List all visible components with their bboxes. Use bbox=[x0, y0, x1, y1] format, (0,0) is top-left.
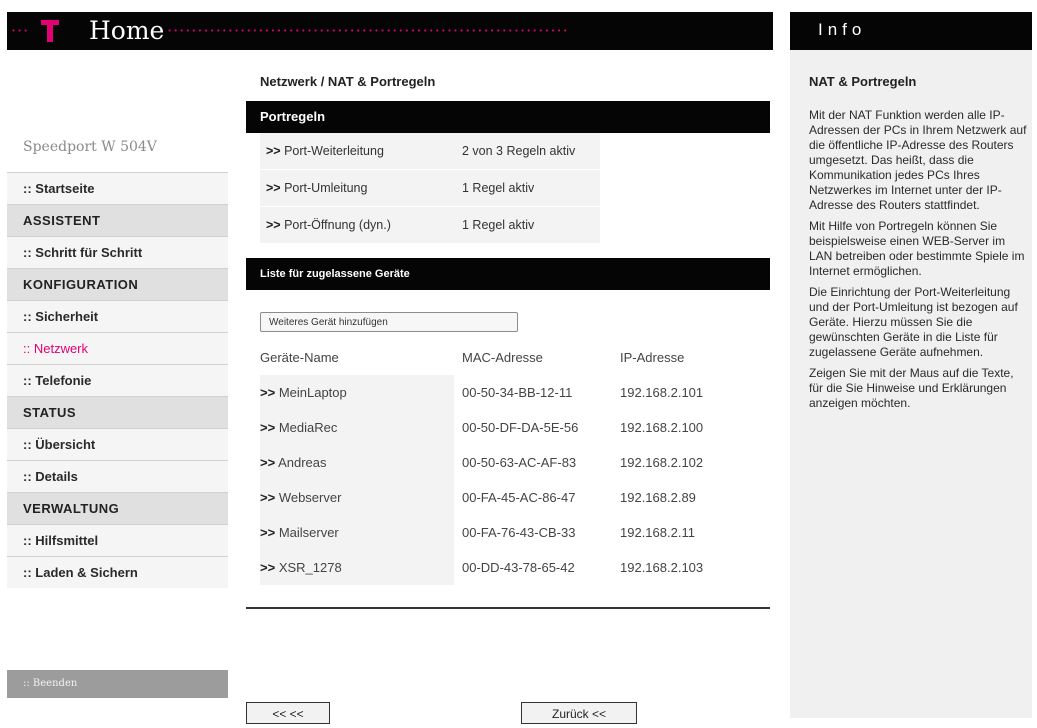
previous-button[interactable]: << << bbox=[246, 702, 330, 724]
devices-header: Liste für zugelassene Geräte bbox=[246, 258, 770, 290]
content-divider bbox=[246, 607, 770, 609]
row-prefix: >> bbox=[260, 385, 276, 400]
device-mac: 00-DD-43-78-65-42 bbox=[462, 560, 575, 575]
portrules-header: Portregeln bbox=[246, 101, 770, 133]
device-ip: 192.168.2.103 bbox=[620, 560, 704, 575]
rule-label[interactable]: Port-Weiterleitung bbox=[284, 144, 384, 158]
header-dots-left: ··· bbox=[11, 21, 30, 40]
device-ip: 192.168.2.102 bbox=[620, 455, 704, 470]
table-header bbox=[260, 340, 730, 375]
portrule-weiterleitung[interactable] bbox=[260, 133, 600, 170]
header-dots-right: ·································································· bbox=[167, 21, 569, 40]
device-name-link[interactable]: Andreas bbox=[278, 455, 327, 470]
main-content bbox=[246, 58, 770, 721]
info-text bbox=[809, 108, 1029, 417]
devices-table bbox=[260, 340, 730, 585]
rule-status: 2 von 3 Regeln aktiv bbox=[462, 144, 576, 158]
info-paragraph: Zeigen Sie mit der Maus auf die Texte, für die Sie Hinweise und Erklärungen anzeigen möchten. bbox=[809, 366, 1014, 410]
table-row[interactable] bbox=[260, 445, 730, 480]
sidebar-item-uebersicht[interactable]: :: Übersicht bbox=[7, 428, 228, 460]
column-header-ip: IP-Adresse bbox=[620, 350, 685, 365]
portrule-oeffnung[interactable] bbox=[260, 207, 600, 244]
device-name-link[interactable]: Webserver bbox=[278, 490, 342, 505]
column-header-mac: MAC-Adresse bbox=[462, 350, 543, 365]
sidebar-section-konfiguration: KONFIGURATION bbox=[7, 268, 228, 300]
sidebar-section-verwaltung: VERWALTUNG bbox=[7, 492, 228, 524]
column-header-name: Geräte-Name bbox=[260, 350, 339, 365]
device-mac: 00-50-63-AC-AF-83 bbox=[462, 455, 577, 470]
row-prefix: >> bbox=[260, 560, 276, 575]
info-paragraph: Mit der NAT Funktion werden alle IP-Adressen der PCs in Ihrem Netzwerk auf die öffentliche IP-Adresse des Routers umgesetzt. Das heißt, dass die Kommunikation jedes PCs Ihres Netzwerkes im Internet unter der IP-Adresse des Routers stattfindet. bbox=[809, 108, 1027, 212]
rule-prefix: >> bbox=[266, 144, 281, 158]
info-paragraph: Die Einrichtung der Port-Weiterleitung und der Port-Umleitung ist bezogen auf Geräte. Hierzu müssen Sie die gewünschten Geräte in die Liste für zugelassene Geräte aufnehmen. bbox=[809, 285, 1018, 359]
rule-status: 1 Regel aktiv bbox=[462, 181, 535, 195]
device-ip: 192.168.2.89 bbox=[620, 490, 696, 505]
device-name-link[interactable]: XSR_1278 bbox=[278, 560, 342, 575]
device-ip: 192.168.2.100 bbox=[620, 420, 704, 435]
row-prefix: >> bbox=[260, 525, 276, 540]
row-prefix: >> bbox=[260, 420, 276, 435]
sidebar-item-telefonie[interactable]: :: Telefonie bbox=[7, 364, 228, 396]
rule-prefix: >> bbox=[266, 181, 281, 195]
sidebar-section-status: STATUS bbox=[7, 396, 228, 428]
sidebar-section-assistent: ASSISTENT bbox=[7, 204, 228, 236]
table-row[interactable] bbox=[260, 515, 730, 550]
device-name-link[interactable]: MediaRec bbox=[278, 420, 338, 435]
info-panel bbox=[790, 50, 1032, 718]
row-prefix: >> bbox=[260, 455, 276, 470]
header-bar bbox=[7, 12, 773, 50]
info-header-title: Info bbox=[818, 20, 867, 39]
sidebar-item-sicherheit[interactable]: :: Sicherheit bbox=[7, 300, 228, 332]
device-mac: 00-50-DF-DA-5E-56 bbox=[462, 420, 579, 435]
rule-prefix: >> bbox=[266, 218, 281, 232]
rule-label[interactable]: Port-Umleitung bbox=[284, 181, 368, 195]
portrules-list bbox=[260, 133, 600, 244]
table-row[interactable] bbox=[260, 375, 730, 410]
logout-button[interactable]: :: Beenden bbox=[7, 670, 228, 698]
table-row[interactable] bbox=[260, 480, 730, 515]
device-model: Speedport W 504V bbox=[7, 122, 228, 172]
sidebar-item-schritt-fuer-schritt[interactable]: :: Schritt für Schritt bbox=[7, 236, 228, 268]
sidebar-nav bbox=[7, 172, 228, 588]
device-name-link[interactable]: MeinLaptop bbox=[278, 385, 347, 400]
device-ip: 192.168.2.11 bbox=[620, 525, 695, 540]
info-title: NAT & Portregeln bbox=[809, 74, 917, 89]
page-title: Home bbox=[89, 16, 165, 45]
back-button[interactable]: Zurück << bbox=[521, 702, 637, 724]
info-paragraph: Mit Hilfe von Portregeln können Sie beispielsweise einen WEB-Server im LAN betreiben oder bestimmte Spiele im Internet ermöglichen. bbox=[809, 219, 1025, 278]
sidebar-item-netzwerk[interactable]: :: Netzwerk bbox=[7, 332, 228, 364]
device-mac: 00-FA-76-43-CB-33 bbox=[462, 525, 576, 540]
sidebar bbox=[7, 50, 228, 718]
device-mac: 00-50-34-BB-12-11 bbox=[462, 385, 573, 400]
rule-label[interactable]: Port-Öffnung (dyn.) bbox=[284, 218, 391, 232]
row-prefix: >> bbox=[260, 490, 276, 505]
sidebar-item-startseite[interactable]: :: Startseite bbox=[7, 172, 228, 204]
add-device-button[interactable]: Weiteres Gerät hinzufügen bbox=[260, 312, 518, 332]
table-row[interactable] bbox=[260, 550, 730, 585]
device-ip: 192.168.2.101 bbox=[620, 385, 704, 400]
telekom-logo-icon bbox=[41, 20, 59, 42]
device-mac: 00-FA-45-AC-86-47 bbox=[462, 490, 576, 505]
portrule-umleitung[interactable] bbox=[260, 170, 600, 207]
sidebar-item-details[interactable]: :: Details bbox=[7, 460, 228, 492]
sidebar-item-hilfsmittel[interactable]: :: Hilfsmittel bbox=[7, 524, 228, 556]
breadcrumb: Netzwerk / NAT & Portregeln bbox=[260, 74, 436, 89]
info-header-bar bbox=[790, 12, 1032, 50]
sidebar-item-laden-sichern[interactable]: :: Laden & Sichern bbox=[7, 556, 228, 588]
table-row[interactable] bbox=[260, 410, 730, 445]
device-name-link[interactable]: Mailserver bbox=[278, 525, 339, 540]
rule-status: 1 Regel aktiv bbox=[462, 218, 535, 232]
